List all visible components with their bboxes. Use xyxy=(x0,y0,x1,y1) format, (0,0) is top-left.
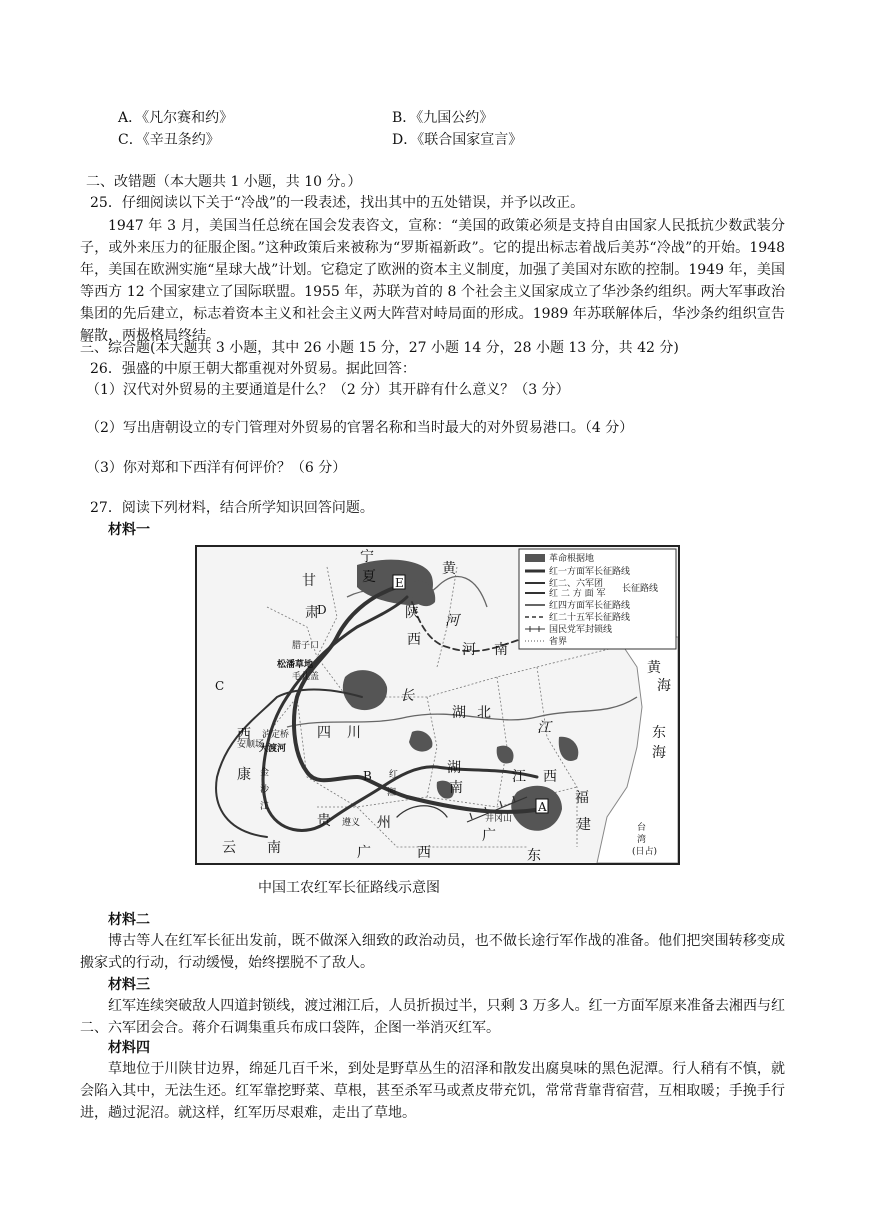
option-c: C．《辛丑条约》 xyxy=(118,132,220,148)
map-label-hubei-hu: 湖 xyxy=(452,705,466,721)
map-label-jian: 建 xyxy=(577,817,591,833)
material4-title: 材料四 xyxy=(108,1040,150,1056)
map-label-xikang-xi: 西 xyxy=(237,727,251,743)
map-label-henan-he: 河 xyxy=(462,642,476,658)
q27-prompt: 27．阅读下列材料，结合所学知识回答问题。 xyxy=(90,500,374,516)
q26-part1: （1）汉代对外贸易的主要通道是什么？（2 分）其开辟有什么意义？（3 分） xyxy=(86,382,570,398)
map-point-a: A xyxy=(538,800,547,814)
legend-red26c: 长征路线 xyxy=(622,584,659,594)
map-label-luding: 泸定桥 xyxy=(262,730,290,740)
map-label-xia: 夏 xyxy=(362,569,376,585)
map-label-wan: 湾 xyxy=(637,835,647,845)
long-march-map xyxy=(195,545,680,865)
map-label-jiang: 江 xyxy=(537,720,551,736)
map-label-yun: 云 xyxy=(222,840,236,856)
map-label-fu: 福 xyxy=(575,790,589,806)
material4-text: 草地位于川陕甘边界，绵延几百千米，到处是野草丛生的沼泽和散发出腐臭味的黑色泥潭。行人稍有不慎，就会陷入其中，无法生还。红军靠挖野菜、草根，甚至杀军马或煮皮带充饥，常常背靠背宿营，互相取暖；手挽手行进，趟过泥沼。就这样，红军历尽艰难，走出了草地。 xyxy=(80,1061,785,1121)
map-label-songpan: 松潘草地 xyxy=(277,660,314,670)
map-label-jinggang: 井冈山 xyxy=(485,814,513,824)
q26-part2: （2）写出唐朝设立的专门管理对外贸易的官署名称和当时最大的对外贸易港口。（4 分） xyxy=(86,420,634,436)
map-point-b: B xyxy=(363,769,372,783)
map-label-ning: 宁 xyxy=(360,549,374,565)
map-label-anshunchang: 安顺场 xyxy=(237,740,265,750)
section3-header: 三、综合题(本大题共 3 小题，其中 26 小题 15 分，27 小题 14 分，28 小题 13 分，共 42 分) xyxy=(80,340,679,356)
map-label-tai: 台 xyxy=(637,823,647,833)
material2-title: 材料二 xyxy=(108,912,150,928)
map-label-lazikou: 腊子口 xyxy=(292,641,320,651)
map-label-guangxi-xi: 西 xyxy=(417,845,431,861)
map-label-hong: 红 xyxy=(389,770,399,780)
map-point-c: C xyxy=(215,679,225,693)
material3-title: 材料三 xyxy=(108,977,150,993)
map-label-gan: 甘 xyxy=(302,573,316,589)
map-label-xikang-kang: 康 xyxy=(237,767,251,783)
material3-text: 红军连续突破敌人四道封锁线，渡过湘江后，人员折损过半，只剩 3 万多人。红一方面军原来准备去湘西与红二、六军团会合。蒋介石调集重兵布成口袋阵，企图一举消灭红军。 xyxy=(80,998,785,1036)
map-label-guangdong-dong: 东 xyxy=(527,848,541,863)
map-label-hunan-nan: 南 xyxy=(449,780,463,796)
map-label-guangdong-guang: 广 xyxy=(482,828,496,844)
map-label-guangxi-guang: 广 xyxy=(357,845,371,861)
legend-red26b: 红 二 方 面 军 xyxy=(549,589,606,599)
map-label-huang: 黄 xyxy=(442,561,456,577)
map-label-jiangxi-xi: 西 xyxy=(543,769,557,785)
legend-red25: 红二十五军长征路线 xyxy=(549,613,631,623)
map-label-shan: 陕 xyxy=(405,605,419,621)
q25-text: 1947 年 3 月，美国当任总统在国会发表咨文，宣称：“美国的政策必须是支持自由国家人民抵抗少数武装分子，或外来压力的征服企图。”这种政策后来被称为“罗斯福新政”。它的提出标志着战后美苏“冷战”的开始。1948 年，美国在欧洲实施“星球大战”计划。它稳定了欧洲的资本主义制度，加强了美国对东欧的控制。1949 年，美国等西方 12 个国家建立了国际联盟。1955 年，苏联为首的 8 个社会主义国家成立了华沙条约组织。两大军事政治集团的先后建立，标志着资本主义和社会主义两大阵营对峙局面的形成。1989 年苏联解体后，华沙条约组织宣告解散，两极格局终结。 xyxy=(80,218,785,344)
q26-part3: （3）你对郑和下西洋有何评价？（6 分） xyxy=(86,460,347,476)
map-label-si: 四 xyxy=(317,725,331,741)
map-label-dong: 东 xyxy=(652,725,666,741)
section2-header: 二、改错题（本大题共 1 小题，共 10 分。） xyxy=(86,174,362,190)
legend-border: 省界 xyxy=(549,637,568,647)
map-label-jinsha: 金 xyxy=(260,768,270,778)
option-d: D．《联合国家宣言》 xyxy=(392,132,523,148)
map-label-zhou: 州 xyxy=(377,815,391,831)
map-label-yunnan-nan: 南 xyxy=(267,840,281,856)
option-a: A．《凡尔赛和约》 xyxy=(118,110,234,126)
map-label-he: 河 xyxy=(445,613,459,629)
map-label-bei: 北 xyxy=(477,705,491,721)
map-point-e: E xyxy=(395,576,404,590)
legend-red4: 红四方面军长征路线 xyxy=(549,601,631,611)
legend-red26a: 红二、六军团 xyxy=(549,579,604,589)
q25-prompt: 25．仔细阅读以下关于“冷战”的一段表述，找出其中的五处错误，并予以改正。 xyxy=(90,195,585,211)
legend-kmt: 国民党军封锁线 xyxy=(549,625,613,635)
map-label-jiangxi-jiang: 江 xyxy=(512,769,526,785)
map-label-chuan: 川 xyxy=(347,725,361,741)
map-label-zunyi: 遵义 xyxy=(342,818,361,828)
material2-text: 博古等人在红军长征出发前，既不做深入细致的政治动员，也不做长途行军作战的准备。他们把突围转移变成搬家式的行动，行动缓慢，始终摆脱不了敌人。 xyxy=(80,933,785,971)
q26-prompt: 26．强盛的中原王朝大都重视对外贸易。据此回答： xyxy=(90,361,416,377)
map-label-su: 肃 xyxy=(305,605,319,621)
map-label-chang: 长 xyxy=(400,688,414,704)
map-point-d: D xyxy=(317,603,327,617)
map-label-henan-nan: 南 xyxy=(494,642,508,658)
map-label-jiang2: 江 xyxy=(260,802,270,812)
map-label-donghai-hai: 海 xyxy=(652,745,666,761)
map-label-daduhe: 大渡河 xyxy=(259,744,287,754)
map-caption: 中国工农红军长征路线示意图 xyxy=(258,880,440,896)
legend-red1: 红一方面军长征路线 xyxy=(549,567,631,577)
map-label-shaanxi-xi: 西 xyxy=(407,632,421,648)
map-label-maoergai: 毛儿盖 xyxy=(292,672,320,682)
map-label-huanghai-huang: 黄 xyxy=(647,660,661,676)
option-b: B．《九国公约》 xyxy=(392,110,494,126)
map-label-xiang: 湘 xyxy=(387,788,397,798)
material1-title: 材料一 xyxy=(108,522,150,538)
map-label-riben: (日占) xyxy=(632,847,658,857)
map-label-gui: 贵 xyxy=(317,813,331,829)
map-label-sha: 沙 xyxy=(260,785,270,795)
map-label-hunan-hu: 湖 xyxy=(447,760,461,776)
legend-base: 革命根据地 xyxy=(549,554,595,564)
map-label-huanghai-hai: 海 xyxy=(657,678,671,694)
